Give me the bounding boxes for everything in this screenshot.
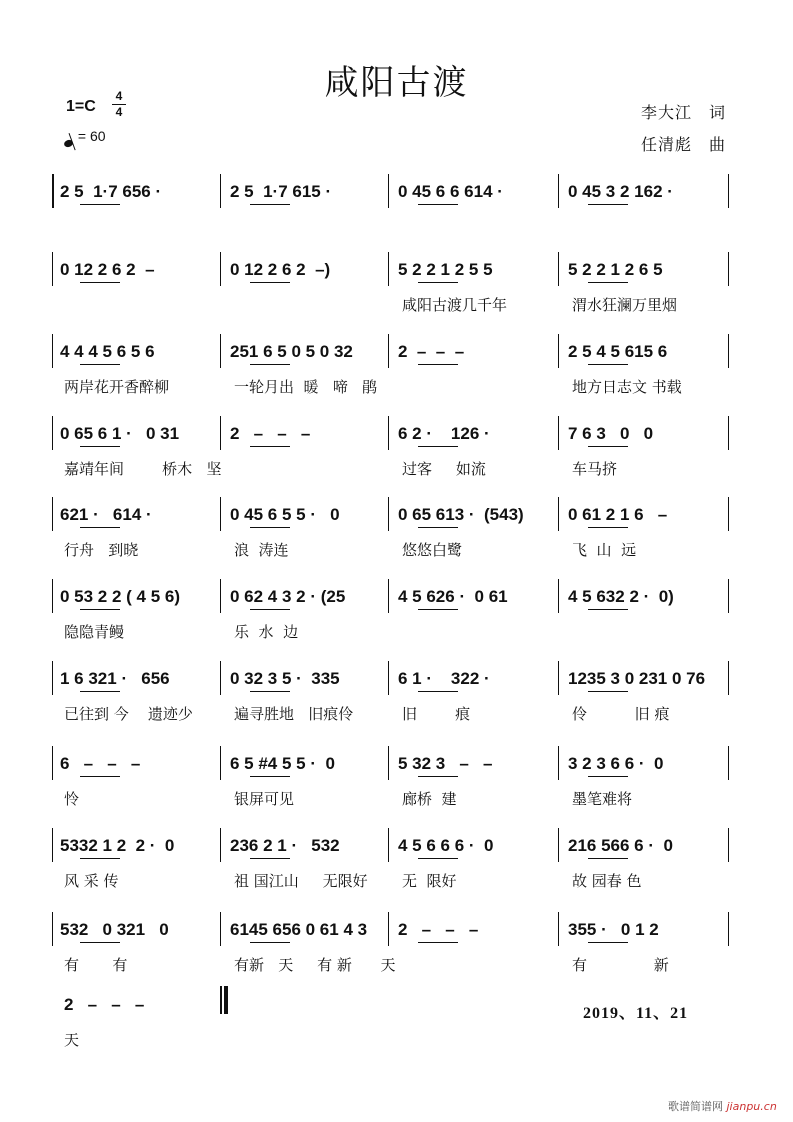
barline bbox=[558, 912, 559, 946]
measure-notes: 6 1 · 322 · bbox=[398, 669, 490, 688]
time-signature-top: 4 bbox=[115, 89, 123, 103]
notes-line bbox=[52, 180, 732, 210]
measure-notes: 0 45 6 6 614 · bbox=[398, 182, 503, 201]
barline bbox=[220, 661, 221, 695]
beam-underline bbox=[588, 527, 628, 528]
watermark-url: jianpu.cn bbox=[726, 1100, 777, 1113]
watermark-site: 歌谱简谱网 bbox=[668, 1100, 723, 1113]
barline bbox=[558, 174, 559, 208]
barline bbox=[728, 334, 729, 368]
beam-underline bbox=[418, 204, 458, 205]
lyric-line: 怜 bbox=[64, 790, 80, 808]
quarter-note-icon bbox=[63, 139, 74, 149]
beam-underline bbox=[588, 609, 628, 610]
beam-underline bbox=[250, 942, 290, 943]
lyric-line: 伶 旧 痕 bbox=[572, 705, 670, 723]
lyric-line: 地方日志文 书载 bbox=[572, 378, 682, 396]
barline bbox=[220, 334, 221, 368]
lyric-line: 嘉靖年间 桥木 坚 bbox=[64, 460, 222, 478]
barline bbox=[728, 579, 729, 613]
measure-notes: 0 12 2 6 2 –) bbox=[230, 260, 331, 279]
beam-underline bbox=[250, 446, 290, 447]
barline bbox=[220, 252, 221, 286]
start-repeat-barline bbox=[52, 174, 54, 208]
barline bbox=[220, 828, 221, 862]
barline bbox=[558, 661, 559, 695]
beam-underline bbox=[588, 858, 628, 859]
measure-notes: 2 – – – bbox=[398, 920, 479, 939]
measure-notes: 621 · 614 · bbox=[60, 505, 152, 524]
lyric-line: 风 采 传 bbox=[64, 872, 119, 890]
measure-notes: 355 · 0 1 2 bbox=[568, 920, 659, 939]
final-barline-thick bbox=[224, 986, 228, 1014]
barline bbox=[558, 252, 559, 286]
measure-notes: 216 566 6 · 0 bbox=[568, 836, 673, 855]
lyric-line: 两岸花开香醉柳 bbox=[64, 378, 170, 396]
barline bbox=[728, 252, 729, 286]
measure-notes: 6145 656 0 61 4 3 bbox=[230, 920, 368, 939]
beam-underline bbox=[418, 527, 458, 528]
measure-notes: 5332 1 2 2 · 0 bbox=[60, 836, 175, 855]
barline bbox=[52, 334, 53, 368]
measure-notes: 532 0 321 0 bbox=[60, 920, 169, 939]
barline bbox=[558, 746, 559, 780]
measure-notes: 0 45 3 2 162 · bbox=[568, 182, 673, 201]
notes-line bbox=[52, 585, 732, 615]
final-notes-text: 2 – – – bbox=[64, 995, 145, 1014]
barline bbox=[388, 252, 389, 286]
notes-line bbox=[52, 340, 732, 370]
barline bbox=[220, 497, 221, 531]
measure-notes: 2 5 4 5 615 6 bbox=[568, 342, 668, 361]
beam-underline bbox=[250, 282, 290, 283]
beam-underline bbox=[588, 282, 628, 283]
measure-notes: 0 61 2 1 6 – bbox=[568, 505, 668, 524]
beam-underline bbox=[80, 282, 120, 283]
measure-notes: 2 5 1·7 615 · bbox=[230, 182, 332, 201]
tempo-marking bbox=[64, 128, 106, 144]
barline bbox=[220, 579, 221, 613]
beam-underline bbox=[418, 942, 458, 943]
barline bbox=[728, 746, 729, 780]
notes-line bbox=[52, 422, 732, 452]
barline bbox=[220, 746, 221, 780]
beam-underline bbox=[588, 691, 628, 692]
barline bbox=[52, 661, 53, 695]
beam-underline bbox=[418, 609, 458, 610]
measure-notes: 0 32 3 5 · 335 bbox=[230, 669, 340, 688]
lyric-line: 车马挤 bbox=[572, 460, 618, 478]
notes-line bbox=[52, 258, 732, 288]
barline bbox=[52, 252, 53, 286]
barline bbox=[558, 828, 559, 862]
lyric-line: 渭水狂澜万里烟 bbox=[572, 296, 678, 314]
beam-underline bbox=[418, 776, 458, 777]
measure-notes: 236 2 1 · 532 bbox=[230, 836, 340, 855]
beam-underline bbox=[418, 364, 458, 365]
barline bbox=[728, 497, 729, 531]
time-signature-bottom: 4 bbox=[115, 105, 123, 119]
lyric-line: 有 有 bbox=[64, 956, 128, 974]
notes-line bbox=[52, 834, 732, 864]
measure-notes: 4 5 6 6 6 · 0 bbox=[398, 836, 494, 855]
lyric-line: 有 新 bbox=[572, 956, 669, 974]
lyric-line: 银屏可见 bbox=[234, 790, 295, 808]
measure-notes: 1 6 321 · 656 bbox=[60, 669, 170, 688]
beam-underline bbox=[418, 691, 458, 692]
barline bbox=[388, 416, 389, 450]
beam-underline bbox=[250, 204, 290, 205]
lyric-line: 有新 天 有 新 天 bbox=[234, 956, 396, 974]
beam-underline bbox=[250, 691, 290, 692]
beam-underline bbox=[80, 942, 120, 943]
watermark bbox=[668, 1098, 777, 1114]
lyric-line: 无 限好 bbox=[402, 872, 457, 890]
barline bbox=[52, 579, 53, 613]
barline bbox=[728, 912, 729, 946]
lyric-line: 悠悠白鹭 bbox=[402, 541, 463, 559]
lyricist-credit: 李大江 词 bbox=[641, 103, 727, 122]
beam-underline bbox=[588, 204, 628, 205]
measure-notes: 2 5 1·7 656 · bbox=[60, 182, 162, 201]
barline bbox=[220, 174, 221, 208]
beam-underline bbox=[80, 446, 120, 447]
barline bbox=[220, 416, 221, 450]
barline bbox=[52, 828, 53, 862]
barline bbox=[52, 746, 53, 780]
measure-notes: 251 6 5 0 5 0 32 bbox=[230, 342, 353, 361]
measure-notes: 4 5 626 · 0 61 bbox=[398, 587, 508, 606]
beam-underline bbox=[80, 691, 120, 692]
measure-notes: 0 65 6 1 · 0 31 bbox=[60, 424, 180, 443]
beam-underline bbox=[588, 446, 628, 447]
barline bbox=[728, 828, 729, 862]
key-signature: 1=C bbox=[66, 98, 96, 115]
notes-line bbox=[52, 752, 732, 782]
tempo-value: = 60 bbox=[77, 128, 106, 144]
composer-credit: 任清彪 曲 bbox=[641, 135, 727, 154]
lyric-line: 过客 如流 bbox=[402, 460, 486, 478]
beam-underline bbox=[250, 527, 290, 528]
barline bbox=[388, 579, 389, 613]
notes-line bbox=[52, 503, 732, 533]
beam-underline bbox=[80, 364, 120, 365]
barline bbox=[558, 579, 559, 613]
lyric-line: 墨笔难将 bbox=[572, 790, 633, 808]
beam-underline bbox=[418, 282, 458, 283]
barline bbox=[52, 497, 53, 531]
lyric-line: 飞 山 远 bbox=[572, 541, 637, 559]
lyric-line: 廊桥 建 bbox=[402, 790, 457, 808]
barline bbox=[52, 912, 53, 946]
measure-notes: 6 2 · 126 · bbox=[398, 424, 490, 443]
beam-underline bbox=[80, 776, 120, 777]
measure-notes: 7 6 3 0 0 bbox=[568, 424, 654, 443]
date: 2019、11、21 bbox=[583, 1005, 689, 1022]
lyric-line: 行舟 到晓 bbox=[64, 541, 139, 559]
final-barline-thin bbox=[220, 986, 222, 1014]
barline bbox=[728, 661, 729, 695]
lyric-line: 已往到 今 遗迹少 bbox=[64, 705, 193, 723]
lyric-line: 故 园春 色 bbox=[572, 872, 642, 890]
barline bbox=[388, 661, 389, 695]
lyric-line: 咸阳古渡几千年 bbox=[402, 296, 508, 314]
barline bbox=[52, 416, 53, 450]
beam-underline bbox=[80, 858, 120, 859]
measure-notes: 0 12 2 6 2 – bbox=[60, 260, 155, 279]
measure-notes: 2 – – – bbox=[230, 424, 311, 443]
measure-notes: 4 5 632 2 · 0) bbox=[568, 587, 674, 606]
beam-underline bbox=[418, 446, 458, 447]
lyric-line: 遍寻胜地 旧痕伶 bbox=[234, 705, 354, 723]
song-title: 咸阳古渡 bbox=[324, 63, 469, 103]
lyric-line: 乐 水 边 bbox=[234, 623, 299, 641]
barline bbox=[558, 497, 559, 531]
lyric-line: 祖 国江山 无限好 bbox=[234, 872, 368, 890]
lyric-line: 隐隐青鳗 bbox=[64, 623, 125, 641]
beam-underline bbox=[418, 858, 458, 859]
beam-underline bbox=[250, 364, 290, 365]
barline bbox=[388, 912, 389, 946]
barline bbox=[388, 174, 389, 208]
beam-underline bbox=[588, 942, 628, 943]
lyric-line: 一轮月出 暖 啼 鹃 bbox=[234, 378, 378, 396]
measure-notes: 5 2 2 1 2 5 5 bbox=[398, 260, 493, 279]
measure-notes: 6 5 #4 5 5 · 0 bbox=[230, 754, 335, 773]
lyric-line: 浪 涛连 bbox=[234, 541, 289, 559]
barline bbox=[388, 334, 389, 368]
beam-underline bbox=[588, 364, 628, 365]
barline bbox=[220, 912, 221, 946]
measure-notes: 5 32 3 – – bbox=[398, 754, 493, 773]
measure-notes: 1235 3 0 231 0 76 bbox=[568, 669, 706, 688]
measure-notes: 2 – – – bbox=[398, 342, 465, 361]
measure-notes: 3 2 3 6 6 · 0 bbox=[568, 754, 664, 773]
beam-underline bbox=[250, 609, 290, 610]
barline bbox=[388, 828, 389, 862]
measure-notes: 5 2 2 1 2 6 5 bbox=[568, 260, 663, 279]
time-signature bbox=[112, 90, 126, 119]
measure-notes: 4 4 4 5 6 5 6 bbox=[60, 342, 155, 361]
barline bbox=[558, 416, 559, 450]
lyric-line: 旧 痕 bbox=[402, 705, 471, 723]
measure-notes: 0 65 613 · (543) bbox=[398, 505, 524, 524]
measure-notes: 0 62 4 3 2 · (25 bbox=[230, 587, 346, 606]
beam-underline bbox=[250, 858, 290, 859]
beam-underline bbox=[80, 527, 120, 528]
beam-underline bbox=[80, 204, 120, 205]
barline bbox=[388, 746, 389, 780]
notes-line bbox=[52, 667, 732, 697]
barline bbox=[728, 174, 729, 208]
beam-underline bbox=[588, 776, 628, 777]
final-lyric: 天 bbox=[64, 1031, 80, 1049]
beam-underline bbox=[80, 609, 120, 610]
measure-notes: 0 53 2 2 ( 4 5 6) bbox=[60, 587, 181, 606]
measure-notes: 0 45 6 5 5 · 0 bbox=[230, 505, 340, 524]
barline bbox=[558, 334, 559, 368]
measure-notes: 6 – – – bbox=[60, 754, 141, 773]
notes-line bbox=[52, 918, 732, 948]
barline bbox=[728, 416, 729, 450]
beam-underline bbox=[250, 776, 290, 777]
barline bbox=[388, 497, 389, 531]
